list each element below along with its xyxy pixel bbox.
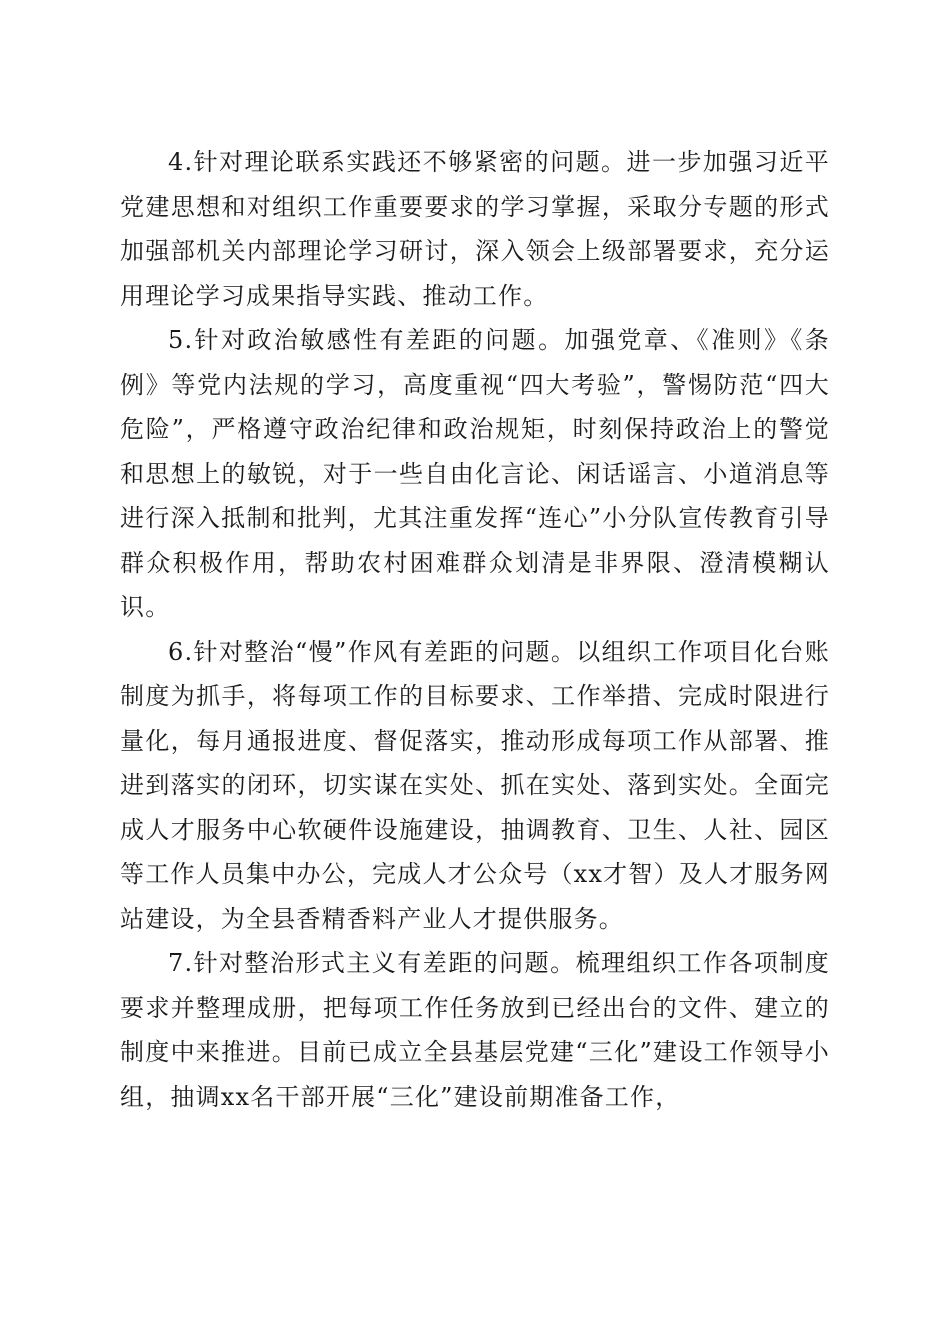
document-body xyxy=(120,140,830,1119)
paragraph-item-4: 4.针对理论联系实践还不够紧密的问题。进一步加强习近平党建思想和对组织工作重要要求的学习掌握，采取分专题的形式加强部机关内部理论学习研讨，深入领会上级部署要求，充分运用理论学习成果指导实践、推动工作。 xyxy=(120,148,830,310)
paragraph-item-7: 7.针对整治形式主义有差距的问题。梳理组织工作各项制度要求并整理成册，把每项工作任务放到已经出台的文件、建立的制度中来推进。目前已成立全县基层党建“三化”建设工作领导小组，抽调xx名干部开展“三化”建设前期准备工作， xyxy=(120,949,830,1111)
paragraph-item-5: 5.针对政治敏感性有差距的问题。加强党章、《准则》《条例》等党内法规的学习，高度重视“四大考验”，警惕防范“四大危险”，严格遵守政治纪律和政治规矩，时刻保持政治上的警觉和思想上的敏锐，对于一些自由化言论、闲话谣言、小道消息等进行深入抵制和批判，尤其注重发挥“连心”小分队宣传教育引导群众积极作用，帮助农村困难群众划清是非界限、澄清模糊认识。 xyxy=(120,326,830,621)
paragraph-item-6: 6.针对整治“慢”作风有差距的问题。以组织工作项目化台账制度为抓手，将每项工作的目标要求、工作举措、完成时限进行量化，每月通报进度、督促落实，推动形成每项工作从部署、推进到落实的闭环，切实谋在实处、抓在实处、落到实处。全面完成人才服务中心软硬件设施建设，抽调教育、卫生、人社、园区等工作人员集中办公，完成人才公众号（xx才智）及人才服务网站建设，为全县香精香料产业人才提供服务。 xyxy=(120,637,830,933)
